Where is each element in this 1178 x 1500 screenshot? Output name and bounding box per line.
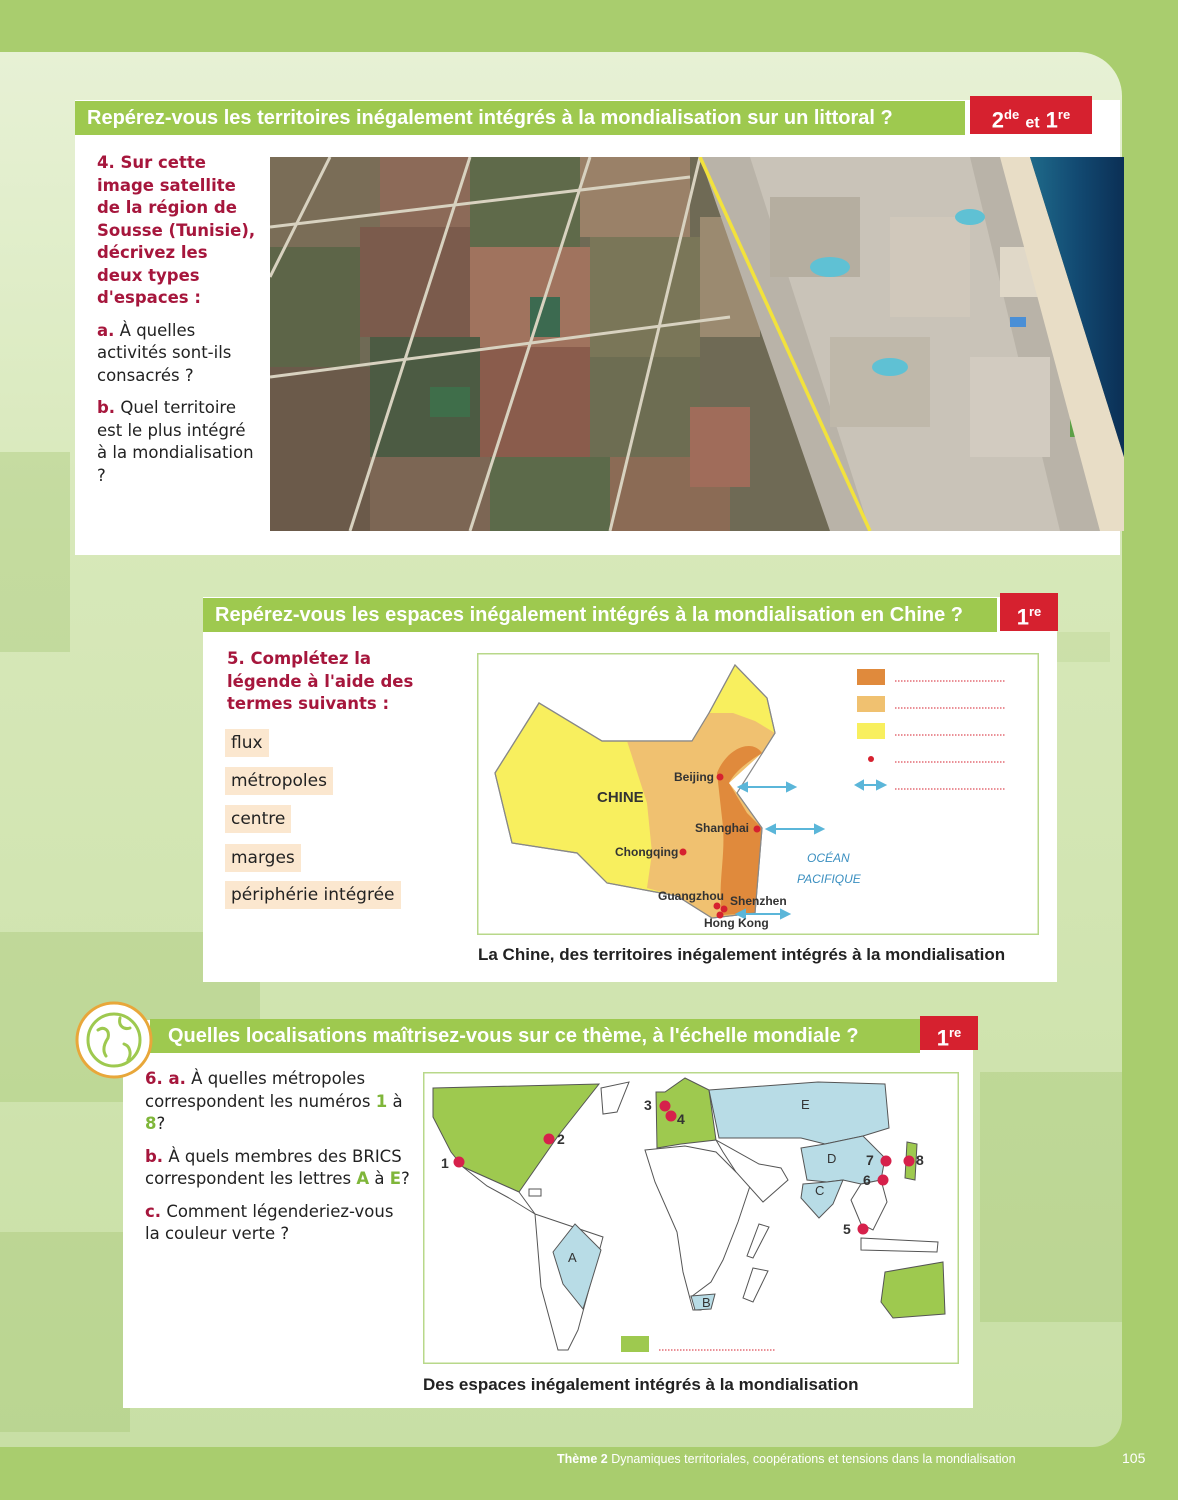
question-text: À quelles métropoles correspondent les numéros	[145, 1069, 371, 1111]
metropolis-point-1	[454, 1157, 465, 1168]
ocean-label: OCÉAN	[807, 851, 850, 865]
footer-theme	[557, 1452, 1016, 1466]
metropolis-label-5: 5	[843, 1221, 851, 1237]
city-point-shanghai	[754, 826, 761, 833]
legend-swatch-green	[621, 1336, 649, 1352]
legend-swatch-periphery	[857, 696, 885, 712]
question-text: à	[374, 1169, 385, 1188]
question-letter-highlight: E	[389, 1169, 402, 1188]
metropolis-label-3: 3	[644, 1097, 652, 1113]
ocean-label: PACIFIQUE	[797, 872, 861, 886]
metropolis-label-2: 2	[557, 1131, 565, 1147]
metropolis-point-5	[858, 1224, 869, 1235]
question-text: À quels membres des BRICS correspondent les lettres	[145, 1146, 402, 1188]
question-letter: c.	[145, 1201, 162, 1221]
city-label-hong-kong: Hong Kong	[704, 916, 769, 930]
question-number-highlight: 8	[145, 1114, 157, 1133]
brics-label-b: B	[702, 1295, 711, 1310]
brics-label-a: A	[568, 1250, 577, 1265]
level-sup: de	[1004, 107, 1020, 122]
question-letter: b.	[145, 1146, 164, 1166]
metropolis-point-3	[660, 1101, 671, 1112]
world-map-caption: Des espaces inégalement intégrés à la mondialisation	[423, 1375, 859, 1394]
china-map	[477, 653, 1039, 935]
section3-level-tag	[920, 1016, 978, 1050]
section3-banner: Quelles localisations maîtrisez-vous sur ce thème, à l'échelle mondiale ?	[150, 1019, 920, 1053]
legend-symbol-city	[868, 756, 874, 762]
question-4	[97, 152, 257, 497]
question-text: ?	[156, 1114, 166, 1133]
footer-theme-text: Dynamiques territoriales, coopérations et tensions dans la mondialisation	[611, 1452, 1016, 1466]
level-number: 1	[1045, 107, 1058, 133]
city-label-shenzhen: Shenzhen	[730, 894, 787, 908]
question-5	[227, 648, 442, 726]
question-6	[145, 1068, 410, 1256]
question-text: Quel territoire est le plus intégré à la mondialisation ?	[97, 398, 254, 485]
page-number: 105	[1122, 1450, 1146, 1466]
city-label-shanghai: Shanghai	[695, 821, 750, 835]
city-label-guangzhou: Guangzhou	[658, 889, 724, 903]
metropolis-label-6: 6	[863, 1172, 871, 1188]
question-text: Comment légenderiez-vous la couleur verte ?	[145, 1201, 394, 1243]
metropolis-point-7	[881, 1156, 892, 1167]
brics-e-russia	[709, 1082, 889, 1144]
question-4a	[97, 320, 257, 388]
caribbean-island	[529, 1189, 541, 1196]
metropolis-label-1: 1	[441, 1155, 449, 1171]
question-letter: b.	[97, 398, 116, 417]
metropolis-label-7: 7	[866, 1152, 874, 1168]
level-sup: re	[1028, 604, 1042, 619]
city-label-chongqing: Chongqing	[615, 845, 679, 859]
question-text: À quelles activités sont-ils consacrés ?	[97, 320, 232, 385]
question-letter: 6. a.	[145, 1069, 186, 1088]
question-5-title: 5. Complétez la légende à l'aide des termes suivants :	[227, 649, 414, 713]
question-4b	[97, 397, 257, 487]
metropolis-point-2	[544, 1134, 555, 1145]
section2-banner: Repérez-vous les espaces inégalement intégrés à la mondialisation en Chine ?	[203, 598, 997, 632]
question-text: ?	[401, 1169, 410, 1188]
world-map	[423, 1072, 959, 1364]
question-6b	[145, 1146, 410, 1191]
term-chip: marges	[225, 844, 301, 872]
globe-icon	[74, 1000, 154, 1080]
city-point-chongqing	[680, 849, 687, 856]
level-sup: re	[1057, 107, 1071, 122]
term-chip: métropoles	[225, 767, 333, 795]
metropolis-point-6	[878, 1175, 889, 1186]
level-number: 1	[936, 1025, 949, 1051]
question-6c	[145, 1201, 410, 1246]
level-number: 2	[991, 107, 1005, 133]
background-building	[980, 1072, 1122, 1322]
section1-level-tag	[970, 96, 1092, 134]
section1-banner: Repérez-vous les territoires inégalement intégrés à la mondialisation sur un littoral ?	[75, 101, 965, 135]
question-letter-highlight: A	[356, 1169, 370, 1188]
brics-label-c: C	[815, 1183, 825, 1198]
brics-label-e: E	[801, 1097, 810, 1112]
city-point-beijing	[717, 774, 724, 781]
metropolis-label-4: 4	[677, 1111, 685, 1127]
question-6a	[145, 1068, 410, 1136]
city-label-beijing: Beijing	[674, 770, 715, 784]
metropolis-point-4	[666, 1111, 677, 1122]
footer-theme-label: Thème 2	[557, 1452, 608, 1466]
question-number-highlight: 1	[375, 1091, 388, 1111]
level-and: et	[1025, 114, 1040, 132]
background-building	[0, 1232, 130, 1432]
term-chip: centre	[225, 805, 291, 833]
level-sup: re	[948, 1025, 962, 1040]
country-label: CHINE	[597, 789, 644, 806]
city-point-shenzhen	[721, 906, 728, 913]
metropolis-label-8: 8	[916, 1152, 924, 1168]
term-chip: flux	[225, 729, 269, 757]
background-building	[0, 452, 70, 652]
level-number: 1	[1016, 604, 1029, 630]
metropolis-point-8	[904, 1156, 915, 1167]
question-text: à	[392, 1091, 403, 1111]
question-4-title: 4. Sur cette image satellite de la région de Sousse (Tunisie), décrivez les deux types d'espaces :	[97, 153, 256, 307]
china-map-caption: La Chine, des territoires inégalement intégrés à la mondialisation	[478, 945, 1006, 964]
section2-level-tag	[1000, 593, 1058, 631]
term-chip: périphérie intégrée	[225, 881, 401, 909]
city-point-guangzhou	[714, 903, 721, 910]
legend-swatch-margins	[857, 723, 885, 739]
satellite-image-sousse	[270, 157, 1124, 531]
brics-label-d: D	[827, 1151, 837, 1166]
question-letter: a.	[97, 320, 115, 340]
legend-swatch-centre	[857, 669, 885, 685]
